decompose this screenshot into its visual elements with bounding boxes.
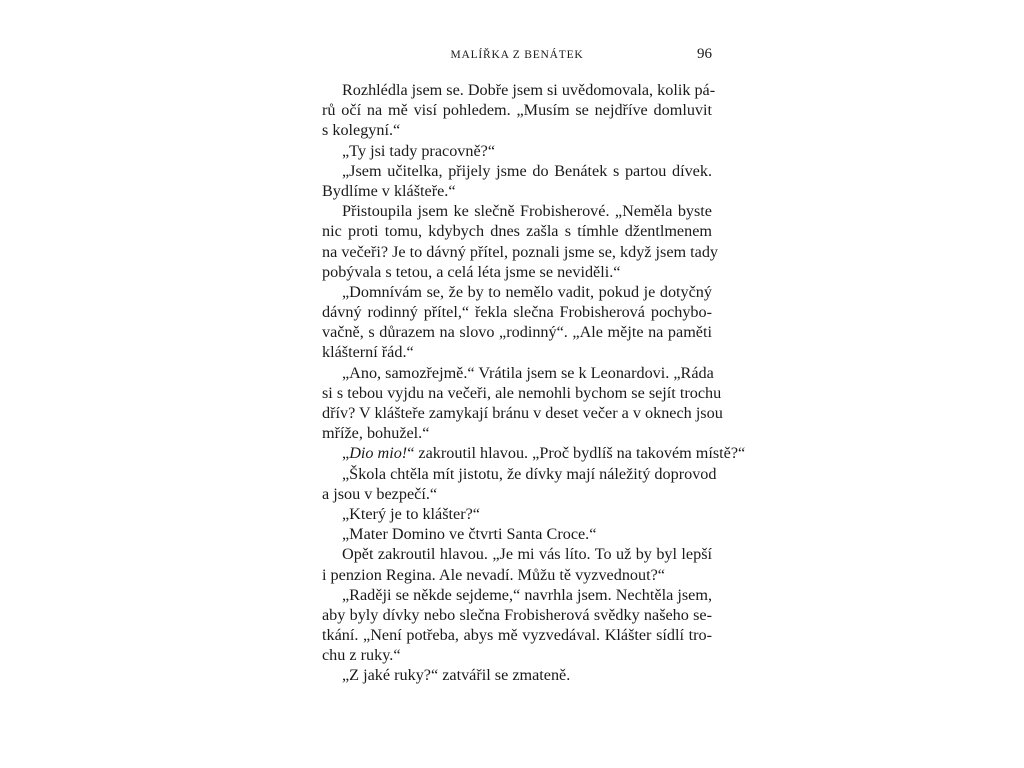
text-line: Opět zakroutil hlavou. „Je mi vás líto. To už by byl lepší	[342, 545, 712, 564]
text-line: aby byly dívky nebo slečna Frobisherová svědky našeho se-	[322, 605, 712, 624]
text-line: nic proti tomu, kdybych dnes zašla s tímhle džentlmenem	[322, 222, 712, 241]
text-line: „Domnívám se, že by to nemělo vadit, pokud je dotyčný	[342, 282, 712, 301]
text-line: „Škola chtěla mít jistotu, že dívky mají náležitý doprovod	[342, 464, 717, 483]
text-line: si s tebou vyjdu na večeři, ale nemohli bychom se sejít trochu	[322, 383, 722, 402]
text-line: „Který je to klášter?“	[342, 504, 480, 523]
text-line: a jsou v bezpečí.“	[322, 484, 438, 503]
text-line: „Z jaké ruky?“ zatvářil se zmateně.	[342, 666, 571, 685]
running-head	[322, 43, 712, 67]
body-text	[322, 80, 746, 686]
text-line: dávný rodinný přítel,“ řekla slečna Frobisherová pochybo-	[322, 303, 712, 322]
page-number: 96	[697, 46, 712, 62]
text-line: mříže, bohužel.“	[322, 424, 430, 443]
text-line: tkání. „Není potřeba, abys mě vyzvedával. Klášter sídlí tro-	[322, 626, 712, 645]
text-line: Rozhlédla jsem se. Dobře jsem si uvědomovala, kolik pá-	[342, 81, 716, 99]
text-line: „Jsem učitelka, přijely jsme do Benátek s partou dívek.	[342, 161, 712, 180]
text-line: Bydlíme v klášteře.“	[322, 181, 456, 200]
text-line: „Raději se někde sejdeme,“ navrhla jsem. Nechtěla jsem,	[342, 585, 712, 604]
text-line: vačně, s důrazem na slovo „rodinný“. „Ale mějte na paměti	[322, 323, 712, 342]
text-line-post: “ zakroutil hlavou. „Proč bydlíš na takovém místě?“	[407, 444, 746, 463]
text-line	[322, 443, 746, 463]
text-line: chu z ruky.“	[322, 646, 401, 665]
italic-phrase: Dio mio!	[349, 444, 408, 463]
text-line-pre: „	[342, 444, 350, 463]
text-line: Přistoupila jsem ke slečně Frobisherové. „Neměla byste	[342, 202, 712, 221]
text-line: dřív? V klášteře zamykají bránu v deset večer a v oknech jsou	[322, 404, 723, 422]
running-title: MALÍŘKA Z BENÁTEK	[450, 49, 584, 61]
text-line: pobývala s tetou, a celá léta jsme se neviděli.“	[322, 262, 621, 281]
text-line: i penzion Regina. Ale nevadí. Můžu tě vyzvednout?“	[322, 565, 665, 584]
text-line: „Mater Domino ve čtvrti Santa Croce.“	[342, 525, 597, 544]
text-line: „Ano, samozřejmě.“ Vrátila jsem se k Leonardovi. „Ráda	[342, 363, 714, 382]
text-line: s kolegyní.“	[322, 121, 401, 140]
text-line: rů očí na mě visí pohledem. „Musím se nejdříve domluvit	[322, 101, 712, 120]
text-line: na večeři? Je to dávný přítel, poznali jsme se, když jsem tady	[322, 242, 719, 261]
text-line: „Ty jsi tady pracovně?“	[342, 141, 496, 160]
text-line: klášterní řád.“	[322, 343, 414, 362]
